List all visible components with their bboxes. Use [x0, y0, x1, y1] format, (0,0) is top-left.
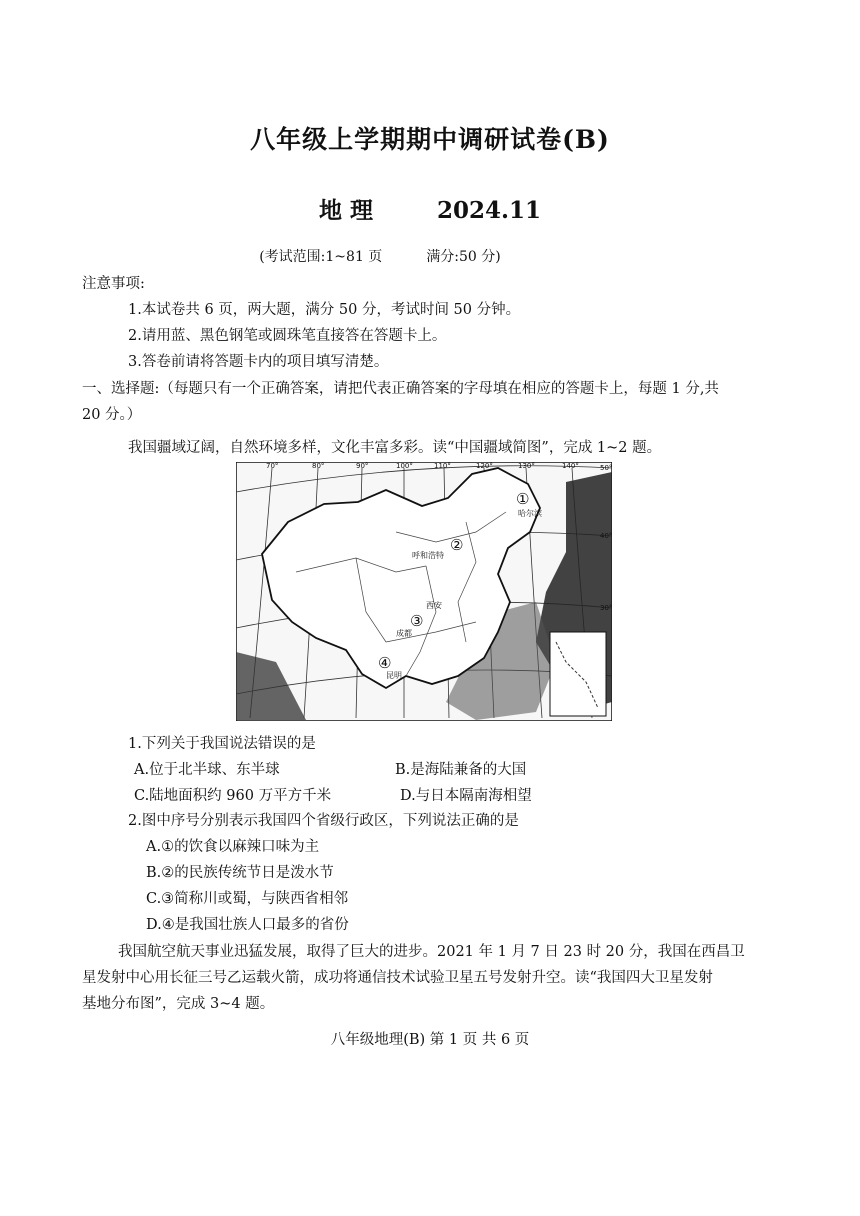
- city-hohhot: 呼和浩特: [412, 551, 444, 560]
- longitude-label: 100°: [396, 462, 413, 470]
- longitude-label: 120°: [476, 462, 493, 470]
- question-2-option-c: C.③简称川或蜀，与陕西省相邻: [146, 891, 349, 907]
- notes-item-3: 3.答卷前请将答题卡内的项目填写清楚。: [128, 354, 389, 370]
- longitude-label: 70°: [266, 462, 279, 470]
- longitude-label: 130°: [518, 462, 535, 470]
- china-territory-map: [236, 462, 612, 721]
- latitude-label: 50°: [600, 464, 612, 472]
- latitude-label: 40°: [600, 532, 612, 540]
- page-footer: 八年级地理(B) 第 1 页 共 6 页: [330, 1032, 530, 1048]
- section1-instructions-line2: 20 分。）: [82, 407, 142, 423]
- latitude-label: 30°: [600, 604, 612, 612]
- city-xian: 西安: [426, 601, 442, 610]
- marker-2: ②: [450, 536, 464, 554]
- marker-1: ①: [516, 490, 530, 508]
- exam-title: 八年级上学期期中调研试卷(B): [250, 125, 610, 154]
- question-1-option-a: A.位于北半球、东半球: [134, 762, 280, 778]
- subject-name: 地 理: [318, 197, 373, 224]
- city-kunming: 昆明: [386, 671, 402, 680]
- exam-scope-line: [0, 246, 760, 266]
- marker-3: ③: [410, 612, 424, 630]
- question-2-option-d: D.④是我国壮族人口最多的省份: [146, 917, 349, 933]
- question-1-option-c: C.陆地面积约 960 万平方千米: [134, 788, 332, 804]
- exam-scope: (考试范围:1~81 页: [259, 249, 383, 265]
- notes-heading: 注意事项:: [82, 276, 145, 292]
- question-intro-2-line3: 基地分布图”，完成 3~4 题。: [82, 996, 275, 1012]
- exam-subject-line: [0, 192, 860, 225]
- notes-item-2: 2.请用蓝、黑色钢笔或圆珠笔直接答在答题卡上。: [128, 328, 447, 344]
- question-intro-2-line2: 星发射中心用长征三号乙运载火箭，成功将通信技术试验卫星五号发射升空。读“我国四大卫星发射: [82, 970, 713, 986]
- notes-item-1: 1.本试卷共 6 页，两大题，满分 50 分，考试时间 50 分钟。: [128, 302, 521, 318]
- full-score: 满分:50 分): [426, 249, 501, 265]
- city-chengdu: 成都: [396, 629, 412, 638]
- longitude-label: 110°: [434, 462, 451, 470]
- question-2-option-b: B.②的民族传统节日是泼水节: [146, 865, 334, 881]
- longitude-label: 90°: [356, 462, 369, 470]
- question-1-option-d: D.与日本隔南海相望: [400, 788, 532, 804]
- question-intro-1: 我国疆域辽阔，自然环境多样，文化丰富多彩。读“中国疆域简图”，完成 1~2 题。: [128, 440, 662, 456]
- question-2-option-a: A.①的饮食以麻辣口味为主: [146, 839, 320, 855]
- section1-instructions-line1: 一、选择题:（每题只有一个正确答案，请把代表正确答案的字母填在相应的答题卡上，每题 1 分,共: [82, 381, 719, 397]
- marker-4: ④: [378, 654, 392, 672]
- longitude-label: 80°: [312, 462, 325, 470]
- exam-date: 2024.11: [436, 197, 542, 224]
- longitude-label: 140°: [562, 462, 579, 470]
- question-2-stem: 2.图中序号分别表示我国四个省级行政区，下列说法正确的是: [128, 813, 519, 829]
- city-harbin: 哈尔滨: [518, 509, 542, 518]
- question-1-stem: 1.下列关于我国说法错误的是: [128, 736, 316, 752]
- question-1-option-b: B.是海陆兼备的大国: [395, 762, 527, 778]
- question-intro-2-line1: 我国航空航天事业迅猛发展，取得了巨大的进步。2021 年 1 月 7 日 23 时 20 分，我国在西昌卫: [118, 944, 745, 960]
